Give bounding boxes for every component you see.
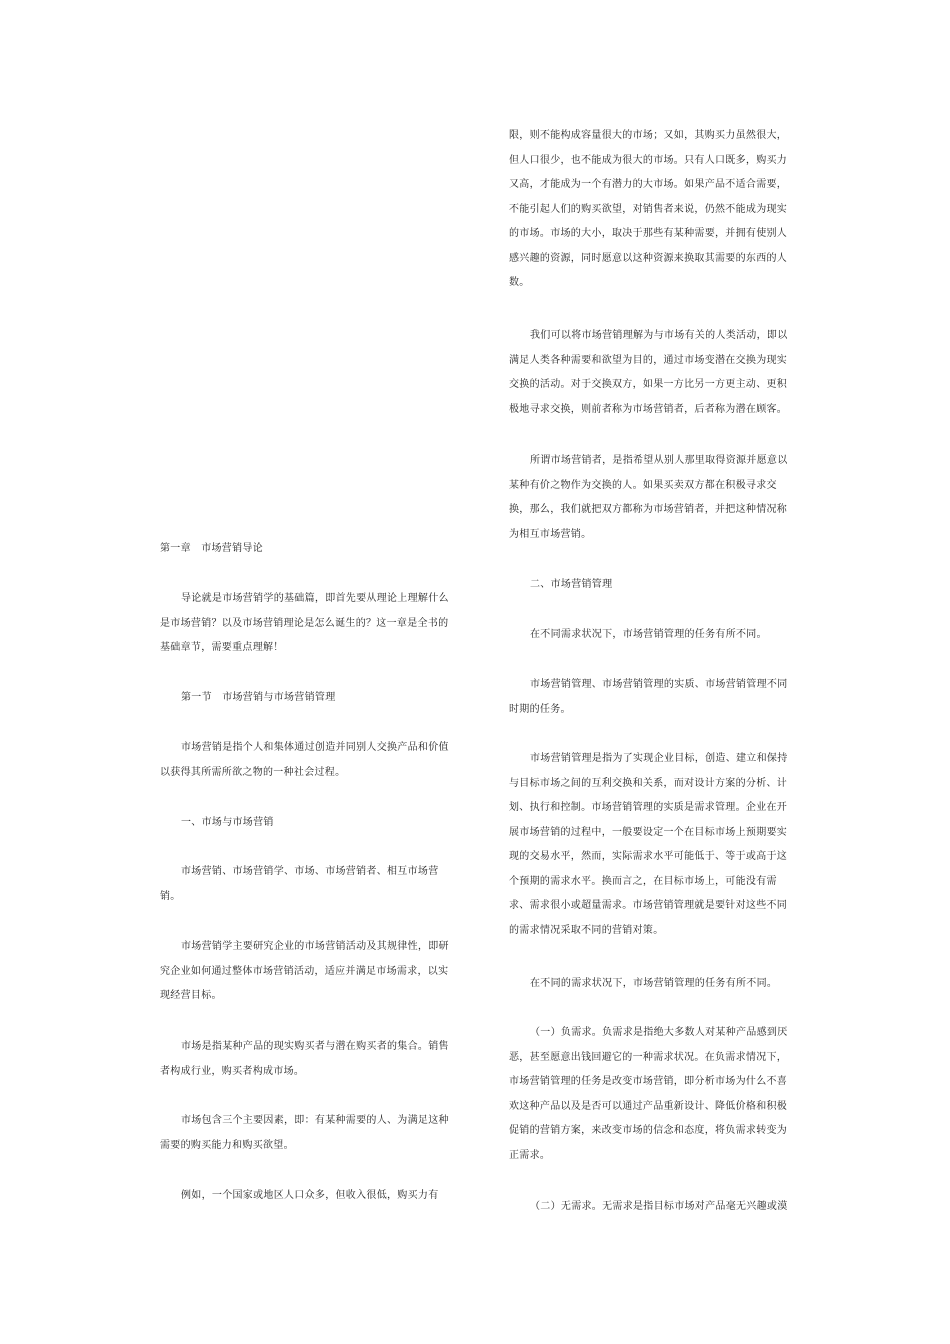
- chapter-title: 第一章 市场营销导论: [160, 543, 263, 554]
- management-topics-paragraph: 市场营销管理、市场营销管理的实质、市场营销管理不同时期的任务。: [509, 679, 788, 715]
- example-paragraph-continued: 限，则不能构成容量很大的市场；又如，其购买力虽然很大，但人口很少，也不能成为很大的市场。只有人口既多，购买力又高，才能成为一个有潜力的大市场。如果产品不适合需要，不能引起人们的购买欲望，对销售者来说，仍然不能成为现实的市场。市场的大小，取决于那些有某种需要，并拥有使别人感兴趣的资源，同时愿意以这种资源来换取其需要的东西的人数。: [509, 130, 788, 288]
- subsection-heading: 二、市场营销管理: [530, 579, 613, 590]
- example-paragraph-start: 例如，一个国家或地区人口众多，但收入很低，购买力有: [181, 1190, 439, 1201]
- negative-demand-paragraph: （一）负需求。负需求是指绝大多数人对某种产品感到厌恶，甚至愿意出钱回避它的一种需求状况。在负需求情况下，市场营销管理的任务是改变市场营销，即分析市场为什么不喜欢这种产品以及是否可以通过产品重新设计、降低价格和积极促销的营销方案，来改变市场的信念和态度，将负需求转变为正需求。: [509, 1027, 788, 1161]
- research-paragraph: 市场营销学主要研究企业的市场营销活动及其规律性，即研究企业如何通过整体市场营销活动，适应并满足市场需求，以实现经营目标。: [160, 941, 449, 1001]
- marketing-understanding-paragraph: 我们可以将市场营销理解为与市场有关的人类活动，即以满足人类各种需要和欲望为目的，通过市场变潜在交换为现实交换的活动。对于交换双方，如果一方比另一方更主动、更积极地寻求交换，则前者称为市场营销者，后者称为潜在顾客。: [509, 330, 788, 415]
- subsection-heading: 一、市场与市场营销: [181, 817, 274, 828]
- management-definition-paragraph: 市场营销管理是指为了实现企业目标，创造、建立和保持与目标市场之间的互利交换和关系，而对设计方案的分析、计划、执行和控制。市场营销管理的实质是需求管理。企业在开展市场营销的过程中，一般要设定一个在目标市场上预期要实现的交易水平，然而，实际需求水平可能低于、等于或高于这个预期的需求水平。换而言之，在目标市场上，可能没有需求、需求很小或超量需求。市场营销管理就是要针对这些不同的需求情况采取不同的营销对策。: [509, 753, 788, 936]
- marketer-definition-paragraph: 所谓市场营销者，是指希望从别人那里取得资源并愿意以某种有价之物作为交换的人。如果买卖双方都在积极寻求交换，那么，我们就把双方都称为市场营销者，并把这种情况称为相互市场营销。: [509, 455, 788, 540]
- task-varies-paragraph: 在不同需求状况下，市场营销管理的任务有所不同。: [530, 629, 767, 640]
- definition-paragraph: 市场营销是指个人和集体通过创造并同别人交换产品和价值以获得其所需所欲之物的一种社会过程。: [160, 742, 449, 778]
- intro-paragraph: 导论就是市场营销学的基础篇，即首先要从理论上理解什么是市场营销？以及市场营销理论是怎么诞生的？这一章是全书的基础章节，需要重点理解！: [160, 593, 449, 653]
- task-varies-paragraph: 在不同的需求状况下，市场营销管理的任务有所不同。: [530, 978, 778, 989]
- market-definition-paragraph: 市场是指某种产品的现实购买者与潜在购买者的集合。销售者构成行业，购买者构成市场。: [160, 1041, 449, 1077]
- section-title: 第一节 市场营销与市场营销管理: [181, 692, 336, 703]
- market-factors-paragraph: 市场包含三个主要因素，即：有某种需要的人、为满足这种需要的购买能力和购买欲望。: [160, 1115, 449, 1151]
- no-demand-paragraph-start: （二）无需求。无需求是指目标市场对产品毫无兴趣或漠: [530, 1201, 788, 1212]
- terms-paragraph: 市场营销、市场营销学、市场、市场营销者、相互市场营销。: [160, 866, 439, 902]
